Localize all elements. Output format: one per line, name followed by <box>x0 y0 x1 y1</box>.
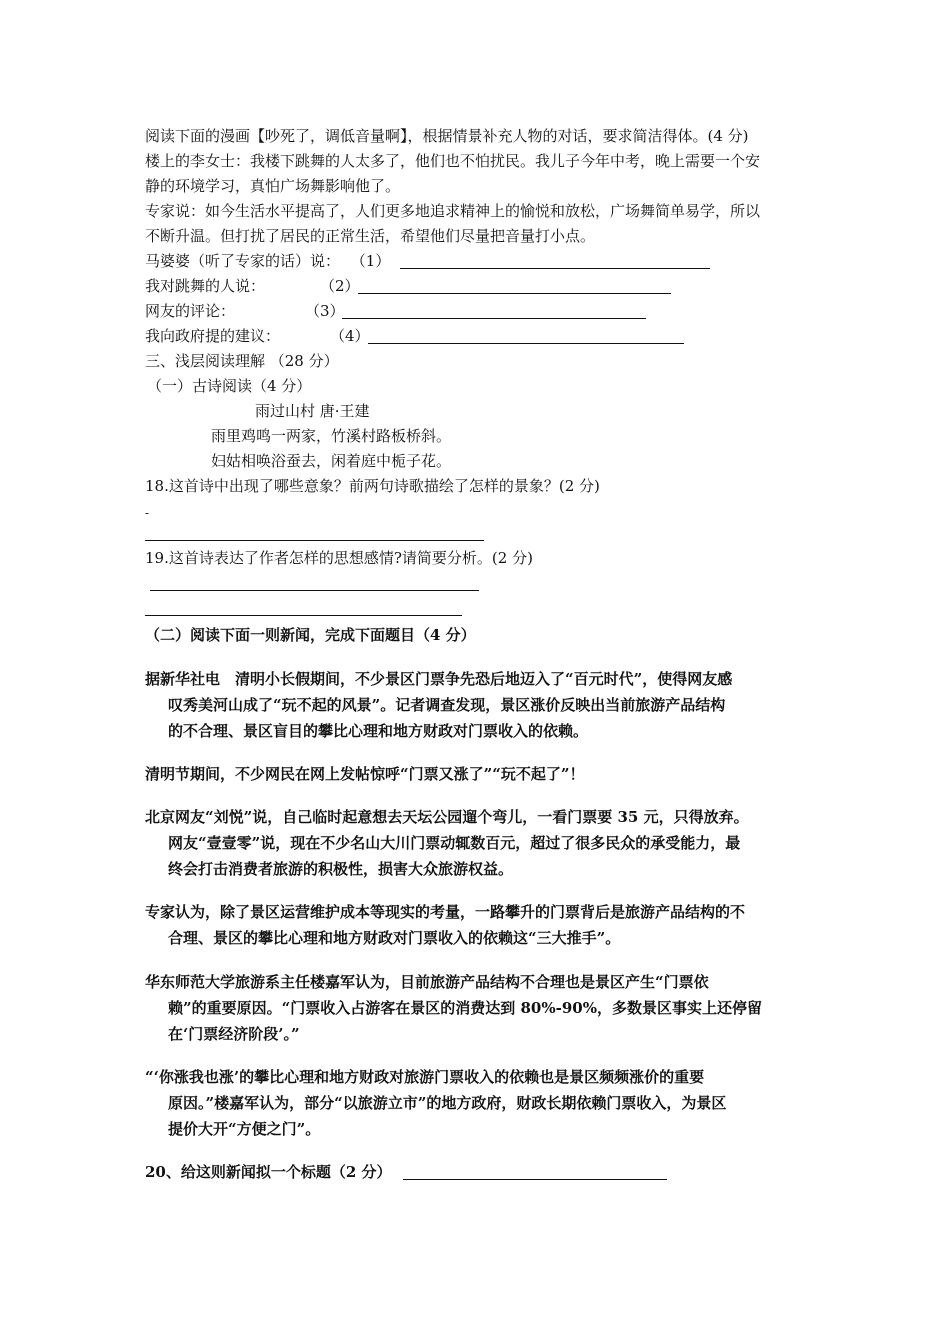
news-p3-line3: 终会打击消费者旅游的积极性，损害大众旅游权益。 <box>168 860 514 878</box>
answer-blank-20[interactable] <box>403 1179 667 1180</box>
answer-row-1 <box>145 251 390 271</box>
answer-number-4: （4） <box>330 327 370 345</box>
news-p1-line3: 的不合理、景区盲目的攀比心理和地方财政对门票收入的依赖。 <box>168 722 589 740</box>
comic-question-intro: 阅读下面的漫画【吵死了，调低音量啊】，根据情景补充人物的对话，要求简洁得体。(4 分) <box>145 127 749 145</box>
news-p5-line2: 赖”的重要原因。“门票收入占游客在景区的消费达到 80%-90%，多数景区事实上还停留 <box>168 999 762 1017</box>
question-18: 18.这首诗中出现了哪些意象？前两句诗歌描绘了怎样的景象？(2 分) <box>145 477 600 495</box>
news-p6-line3: 提价大开“方便之门”。 <box>168 1120 321 1138</box>
answer-label-4: 我向政府提的建议： <box>145 327 281 345</box>
question-20: 20、给这则新闻拟一个标题（2 分） <box>145 1163 392 1181</box>
li-statement-line1: 楼上的李女士：我楼下跳舞的人太多了，他们也不怕扰民。我儿子今年中考，晚上需要一个安 <box>145 152 761 170</box>
news-p3-line2: 网友“壹壹零”说，现在不少名山大川门票动辄数百元，超过了很多民众的承受能力，最 <box>168 834 741 852</box>
answer-label-2: 我对跳舞的人说： <box>145 277 266 295</box>
answer-number-2: （2） <box>320 277 360 295</box>
poem-line-2: 妇姑相唤浴蚕去，闲着庭中栀子花。 <box>211 452 452 470</box>
news-p4-line2: 合理、景区的攀比心理和地方财政对门票收入的依赖这“三大推手”。 <box>168 929 621 947</box>
news-p6-line2: 原因。”楼嘉军认为，部分“以旅游立市”的地方政府，财政长期依赖门票收入，为景区 <box>168 1094 727 1112</box>
answer-blank-18[interactable] <box>145 540 484 541</box>
answer-number-3: （3） <box>305 302 345 320</box>
question-19: 19.这首诗表达了作者怎样的思想感情?请简要分析。(2 分) <box>145 549 533 567</box>
news-p1-line1: 据新华社电 清明小长假期间，不少景区门票争先恐后地迈入了“百元时代”，使得网友感 <box>145 670 733 688</box>
expert-statement-line1: 专家说：如今生活水平提高了，人们更多地追求精神上的愉悦和放松，广场舞简单易学，所以 <box>145 202 761 220</box>
answer-label-3: 网友的评论： <box>145 302 236 320</box>
news-p4-line1: 专家认为，除了景区运营维护成本等现实的考量，一路攀升的门票背后是旅游产品结构的不 <box>145 903 746 921</box>
section3-heading: 三、浅层阅读理解 （28 分） <box>145 352 339 370</box>
news-section-heading: （二）阅读下面一则新闻，完成下面题目（4 分） <box>145 626 476 644</box>
answer-label-1: 马婆婆（听了专家的话）说： <box>145 252 341 270</box>
news-p5-line1: 华东师范大学旅游系主任楼嘉军认为，目前旅游产品结构不合理也是景区产生“门票依 <box>145 973 709 991</box>
news-p5-line3: 在‘门票经济阶段’。” <box>168 1025 300 1043</box>
news-p6-line1: “‘你涨我也涨’的攀比心理和地方财政对旅游门票收入的依赖也是景区频频涨价的重要 <box>145 1068 705 1086</box>
answer-number-1: （1） <box>350 252 391 270</box>
answer-blank-19b[interactable] <box>145 615 462 616</box>
poem-line-1: 雨里鸡鸣一两家，竹溪村路板桥斜。 <box>211 427 452 445</box>
answer-blank-19a[interactable] <box>150 590 479 591</box>
answer-blank-3[interactable] <box>342 318 646 319</box>
li-statement-line2: 静的环境学习，真怕广场舞影响他了。 <box>145 177 401 195</box>
news-p1-line2: 叹秀美河山成了“玩不起的风景”。记者调查发现，景区涨价反映出当前旅游产品结构 <box>168 696 726 714</box>
answer-blank-2[interactable] <box>358 293 671 294</box>
expert-statement-line2: 不断升温。但打扰了居民的正常生活，希望他们尽量把音量打小点。 <box>145 227 596 245</box>
poem-section-heading: （一）古诗阅读（4 分） <box>147 377 312 395</box>
answer-blank-4[interactable] <box>368 343 684 344</box>
news-p3-line1: 北京网友“刘悦”说，自己临时起意想去天坛公园遛个弯儿，一看门票要 35 元，只得放弃。 <box>145 808 749 826</box>
news-p2-line1: 清明节期间，不少网民在网上发帖惊呼“门票又涨了”“玩不起了”！ <box>145 765 585 783</box>
question-18-dash: - <box>145 506 150 520</box>
answer-blank-1[interactable] <box>400 268 710 269</box>
poem-title: 雨过山村 唐·王建 <box>255 402 370 420</box>
